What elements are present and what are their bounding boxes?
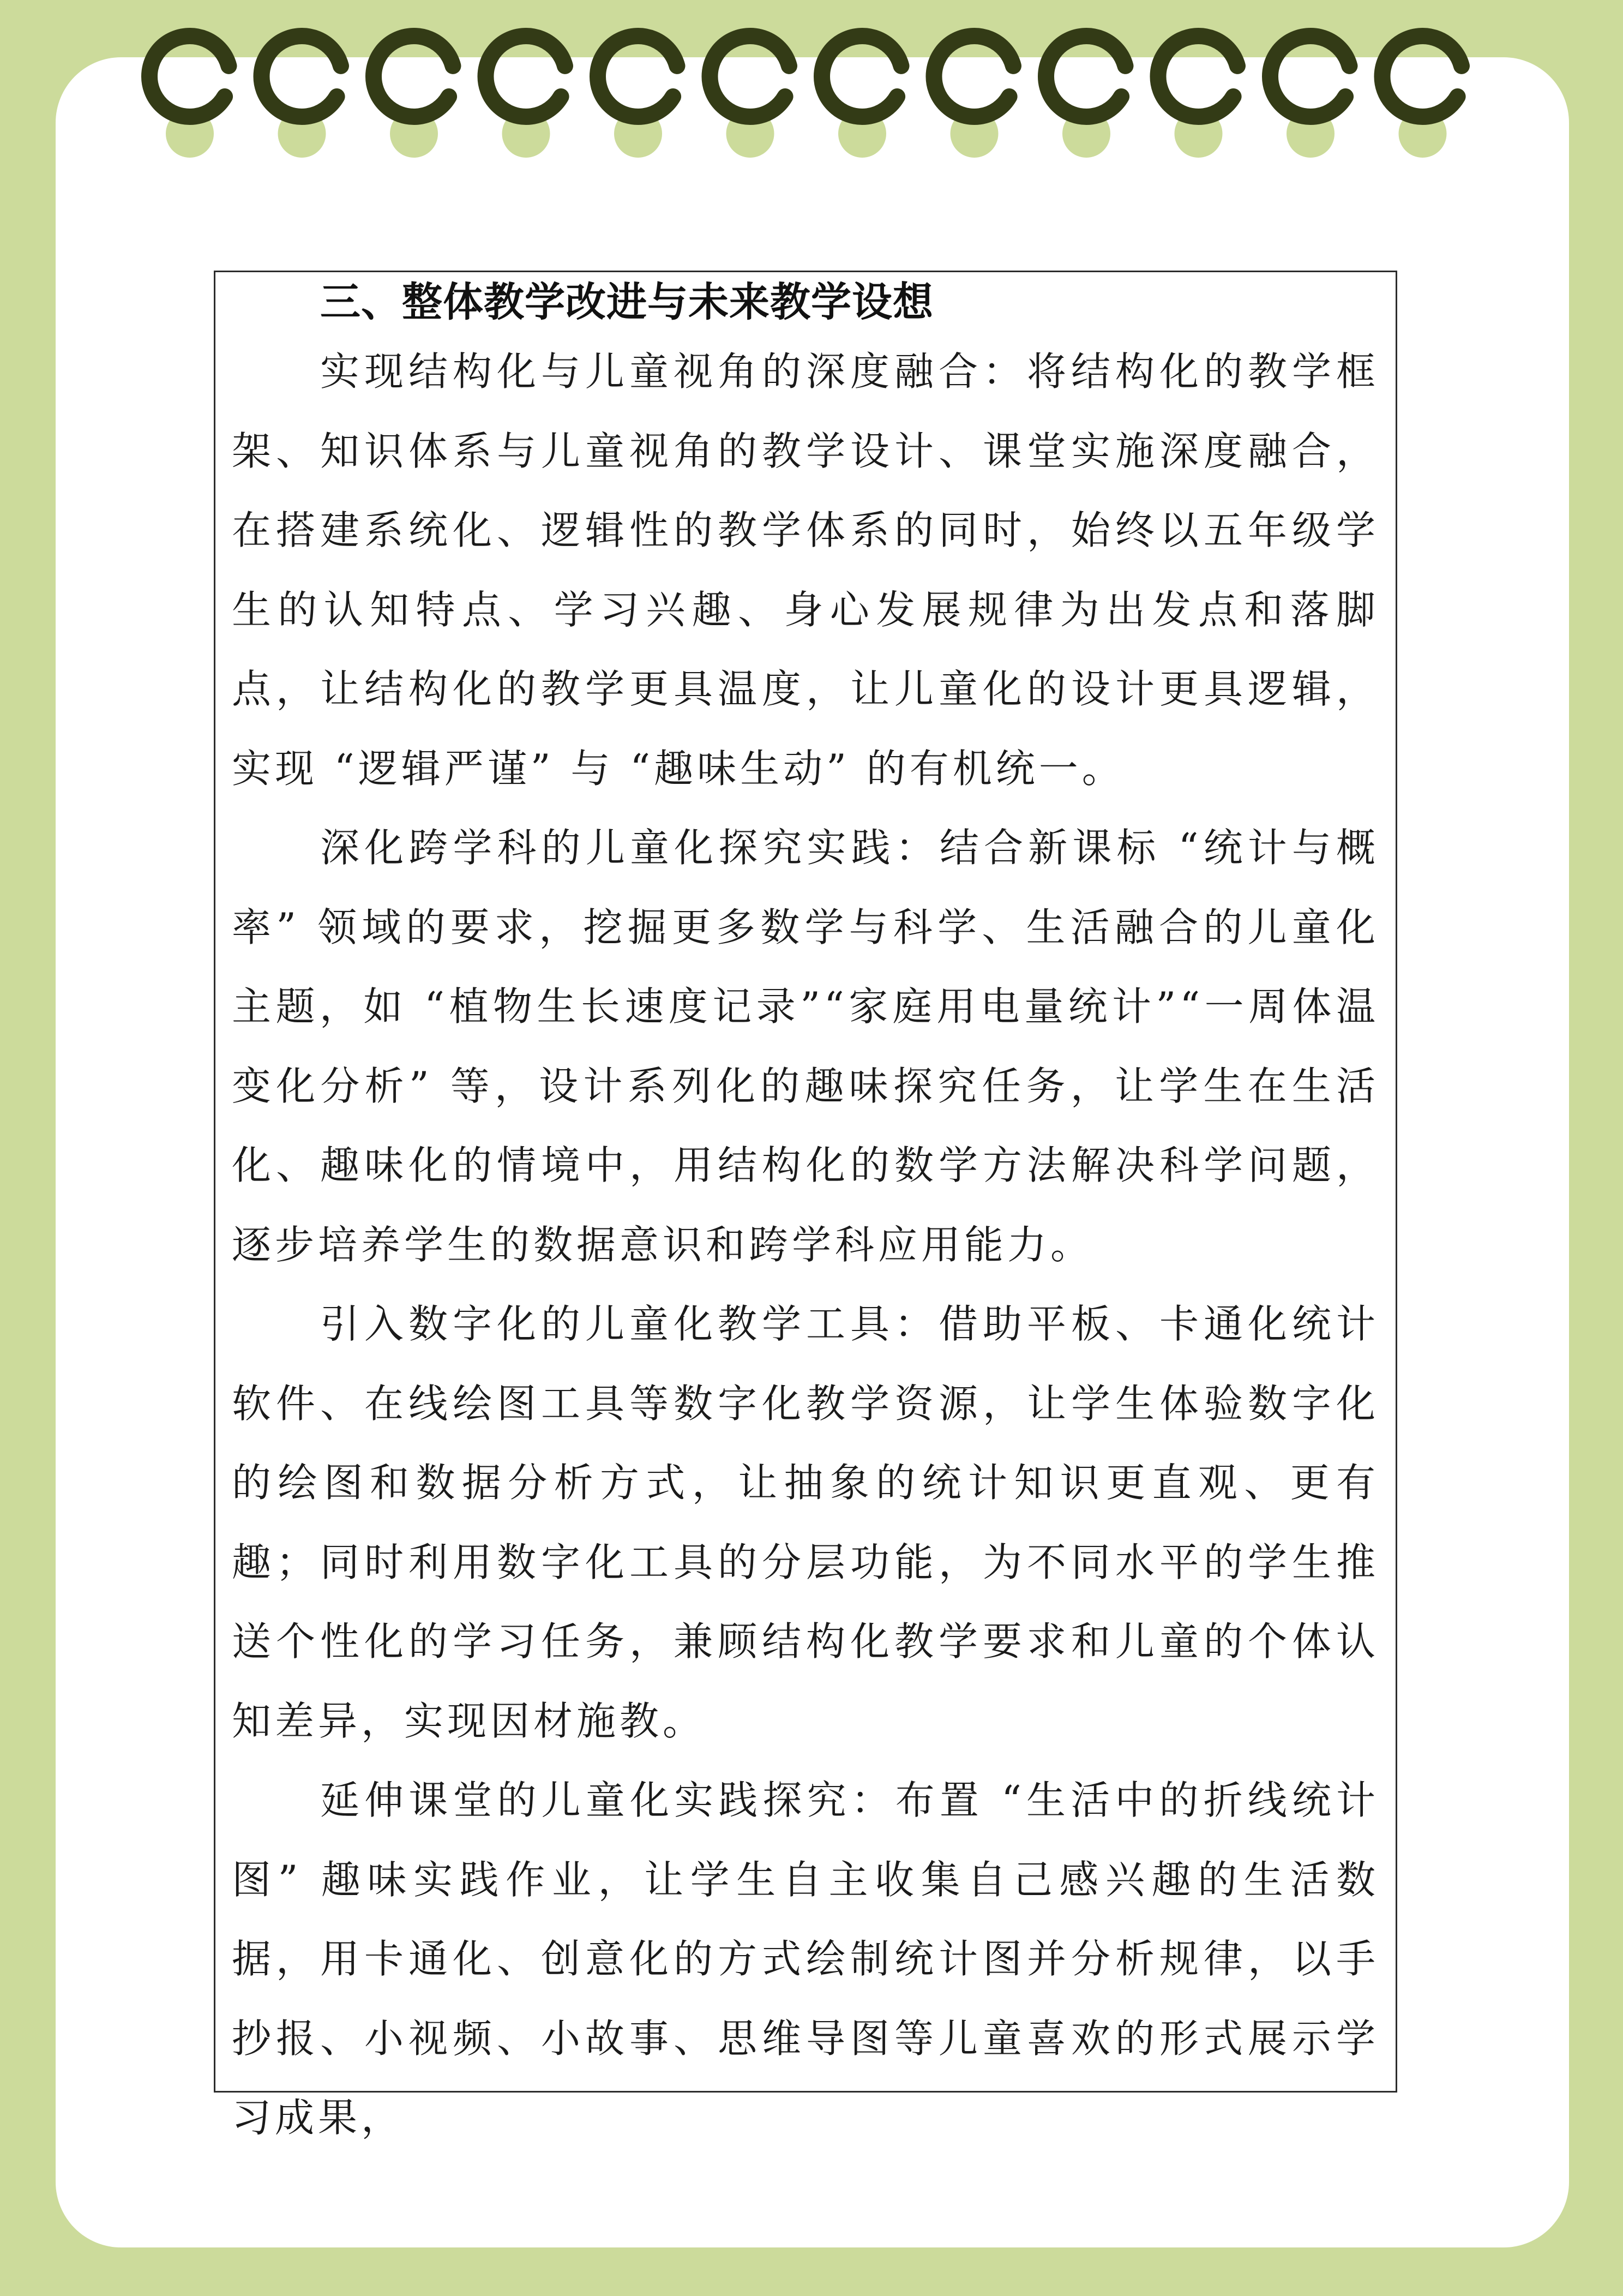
binding-ring-arc bbox=[710, 36, 789, 117]
paragraph-cross-discipline: 深化跨学科的儿童化探究实践：结合新课标 “统计与概率” 领域的要求，挖掘更多数学与科学、生活融合的儿童化主题，如 “植物生长速度记录”“家庭用电量统计”“一周体温变化分析” 等，设计系列化的趣味探究任务，让学生在生活化、趣味化的情境中，用结构化的数学方法解决科学问题，逐步培养学生的数据意识和跨学科应用能力。 bbox=[232, 825, 1379, 1268]
binding-ring-arc bbox=[262, 36, 341, 117]
binding-ring bbox=[1158, 36, 1237, 158]
binding-ring-arc bbox=[1270, 36, 1349, 117]
binding-ring bbox=[710, 36, 789, 158]
binding-ring-arc bbox=[1382, 36, 1462, 117]
paragraph-extended-practice: 延伸课堂的儿童化实践探究：布置 “生活中的折线统计图” 趣味实践作业，让学生自主收集自己感兴趣的生活数据，用卡通化、创意化的方式绘制统计图并分析规律，以手抄报、小视频、小故事、思维导图等儿童喜欢的形式展示学习成果， bbox=[232, 1777, 1379, 2141]
binding-ring-arc bbox=[822, 36, 901, 117]
binding-ring-arc bbox=[1046, 36, 1125, 117]
binding-ring bbox=[1270, 36, 1349, 158]
binding-ring bbox=[1046, 36, 1125, 158]
binding-ring bbox=[934, 36, 1013, 158]
binding-ring-arc bbox=[1158, 36, 1237, 117]
binding-ring-arc bbox=[374, 36, 453, 117]
binding-ring-arc bbox=[149, 36, 229, 117]
binding-ring-arc bbox=[486, 36, 565, 117]
paragraph-structure-child-fusion: 实现结构化与儿童视角的深度融合：将结构化的教学框架、知识体系与儿童视角的教学设计、课堂实施深度融合，在搭建系统化、逻辑性的教学体系的同时，始终以五年级学生的认知特点、学习兴趣、身心发展规律为出发点和落脚点，让结构化的教学更具温度，让儿童化的设计更具逻辑，实现 “逻辑严谨” 与 “趣味生动” 的有机统一。 bbox=[232, 349, 1379, 792]
binding-ring-arc bbox=[934, 36, 1013, 117]
binding-ring bbox=[486, 36, 565, 158]
binding-ring bbox=[374, 36, 453, 158]
binding-ring-arc bbox=[598, 36, 677, 117]
binding-ring bbox=[822, 36, 901, 158]
document-text-frame bbox=[214, 271, 1397, 2141]
spiral-binding bbox=[0, 0, 1623, 175]
section-heading: 三、整体教学改进与未来教学设想 bbox=[320, 279, 934, 326]
binding-ring bbox=[262, 36, 341, 158]
binding-ring bbox=[1382, 36, 1462, 158]
paragraph-digital-tools: 引入数字化的儿童化教学工具：借助平板、卡通化统计软件、在线绘图工具等数字化教学资源，让学生体验数字化的绘图和数据分析方式，让抽象的统计知识更直观、更有趣；同时利用数字化工具的分层功能，为不同水平的学生推送个性化的学习任务，兼顾结构化教学要求和儿童的个体认知差异，实现因材施教。 bbox=[232, 1301, 1379, 1744]
binding-ring bbox=[149, 36, 229, 158]
spiral-binding-rings bbox=[0, 0, 1623, 175]
binding-ring bbox=[598, 36, 677, 158]
